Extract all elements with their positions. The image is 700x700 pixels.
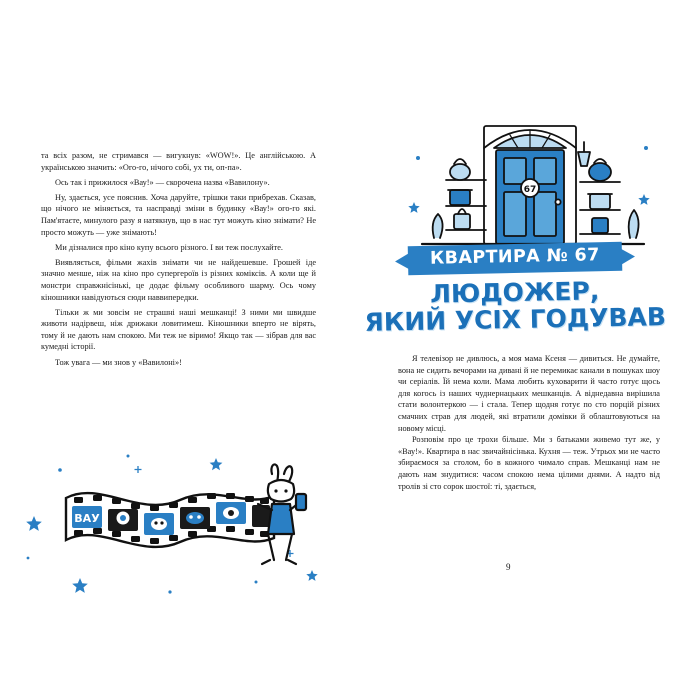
chapter-label-banner: КВАРТИРА № 67 — [408, 242, 622, 275]
paragraph: Розповім про це трохи більше. Ми з батьками живемо тут же, у «Вау!». Квартира в нас звичайнісінька. Кухня — теж. Утрьох ми не часто збираємося за столом, бо в кожного чимало справ. Мешканці нам не дають нам знудитися: часом спокою нема цілими днями. А надто від тролів зі сто сорок шостої: ті, здається, — [398, 435, 660, 491]
film-strip-illustration — [60, 460, 310, 580]
film-strip-label: ВАУ — [74, 512, 100, 525]
chapter-title-line1: ЛЮДОЖЕР, — [429, 275, 600, 309]
left-page-text-column — [41, 150, 316, 369]
right-page-text-column — [398, 353, 660, 492]
paragraph: Тож увага — ми знов у «Вавилоні»! — [55, 357, 182, 367]
chapter-title-line2: ЯКИЙ УСІХ ГОДУВАВ — [364, 301, 667, 337]
paragraph: Виявляється, фільми жахів знімати чи не найдешевше. Грошей іде значно менше, ніж на кіно про супергероїв із різних коміксів. А коли ще й монстри справжнісінькі, це додає фільму особливого шарму. Ось чому кіношники навідуються сюди наввипередки. — [41, 257, 316, 302]
page-number: 9 — [506, 562, 511, 572]
paragraph: Ось так і прижилося «Вау!» — скорочена назва «Вавилону». — [55, 177, 270, 187]
paragraph: Ми дізналися про кіно купу всього різного. І ви теж послухайте. — [55, 242, 283, 252]
door-number: 67 — [523, 185, 537, 195]
blue-door-illustration — [398, 118, 668, 248]
chapter-heading — [360, 244, 670, 337]
chapter-title — [360, 276, 671, 336]
paragraph: Я телевізор не дивлюсь, а моя мама Ксеня — дивиться. Не думайте, вона не сидить вечорами на дивані й не перемикає канали в пошуках шоу чи серіалів. Їй нема коли. Мама любить куховарити й часто готує щось для когось із наших чуднернацьких мешканців. А віднедавна вирішила стати волонтеркою — і стала. Тепер щодня готує по сто порцій різних смачних страв для людей, які втратили домівки й облаштовуються на новому місці. — [398, 354, 660, 433]
paragraph: та всіх разом, не стримався — вигукнув: «WOW!». Це англійською. А українською значить: «Ого-го, нічого собі, ух ти, оп-па». — [41, 151, 316, 172]
paragraph: Тільки ж ми зовсім не страшні наші мешканці! З ними ми швидше животи надірвеш, ніж дрижаки ловитимеш. Кіношники вперто не вірять, тому й не дають нам спокою. Ми теж не віримо! Якщо так — зібрав для вас кумедні історії. — [41, 307, 316, 352]
spread-body — [0, 110, 700, 590]
paragraph: Ну, здається, усе пояснив. Хоча даруйте, трішки таки прибрехав. Сказав, що нічого не міняється, та насправді зміни в будинку «Вау!» ого-го які. Пам'ятаєте, минулого разу я натякнув, що в нас тут можуть кіно знімати? Не просто можуть — уже знімають! — [41, 192, 316, 237]
